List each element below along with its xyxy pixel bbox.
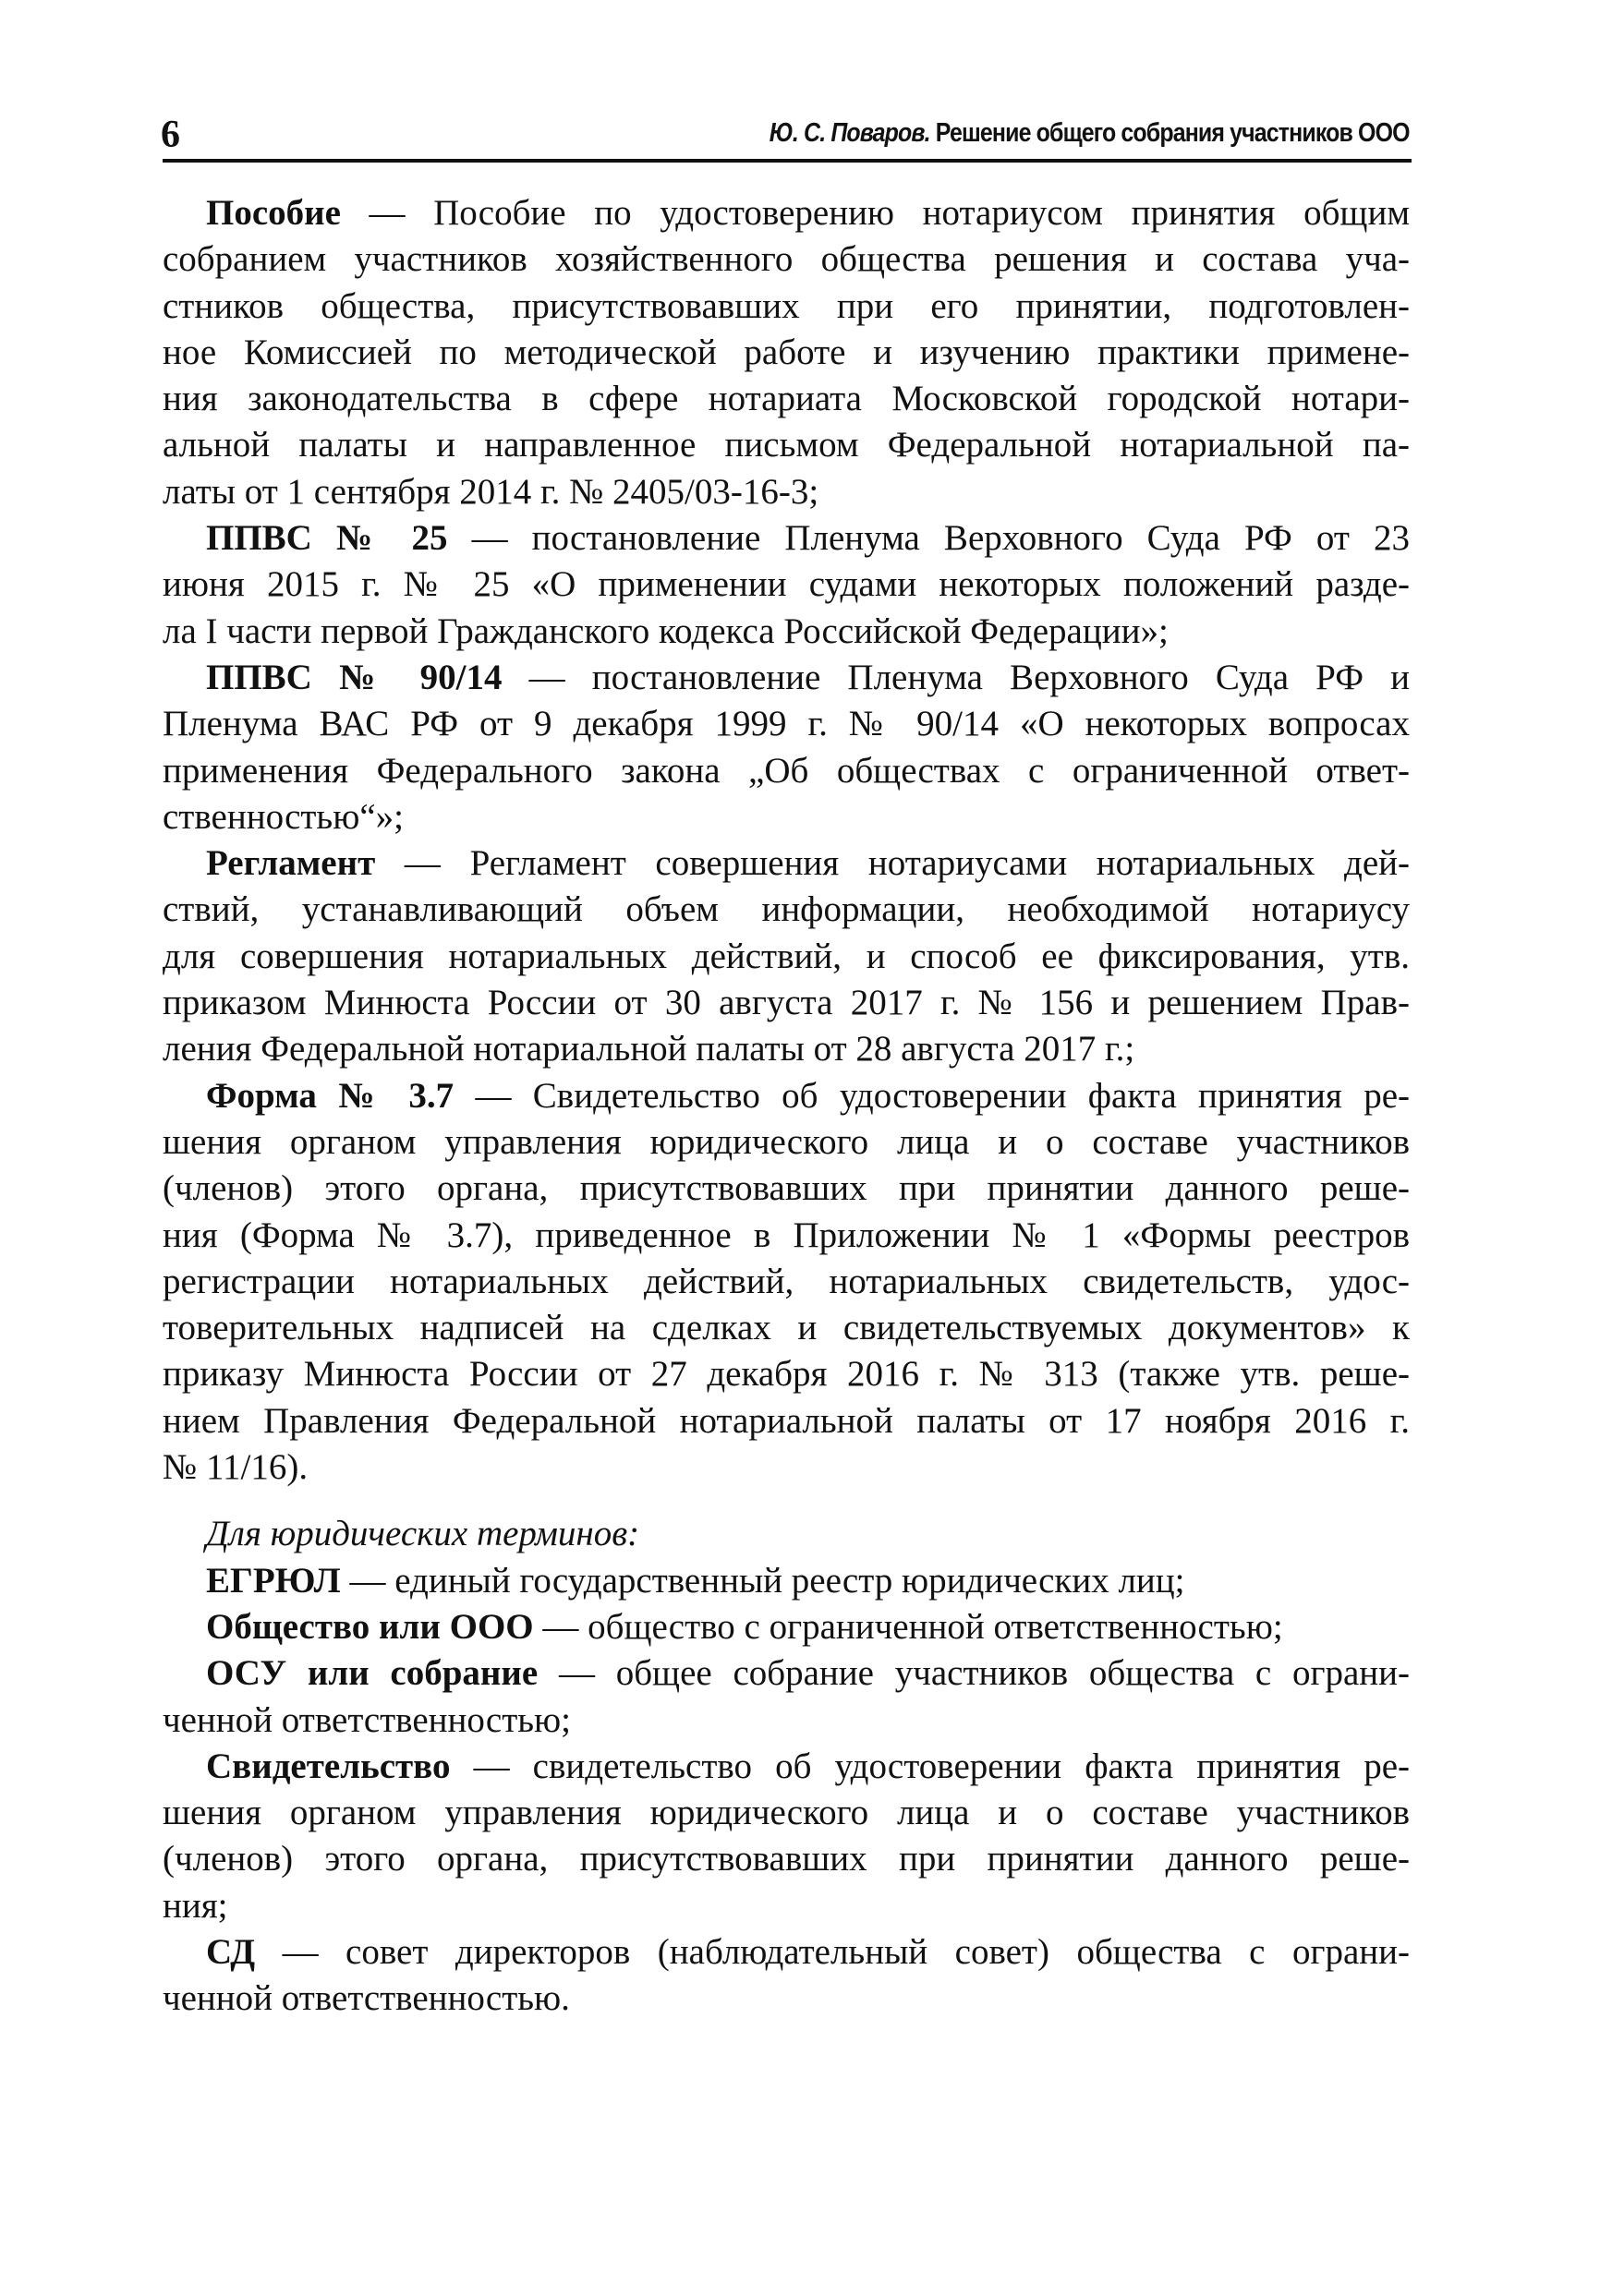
- header-rule: [163, 159, 1412, 163]
- definition-text: ствий, устанавливающий объем информации, необходимой нотариусу: [163, 889, 1410, 930]
- text-line: [163, 190, 1410, 236]
- definition-text: товерительных надписей на сделках и свидетельствуемых документов» к: [163, 1308, 1410, 1348]
- text-line: [163, 422, 1410, 468]
- text-line: [163, 1213, 1410, 1259]
- defined-term: ЕГРЮЛ: [206, 1560, 341, 1601]
- page-body: [163, 190, 1410, 2023]
- definition-text: (членов) этого органа, присутствовавших при принятии данного реше-: [163, 1168, 1410, 1209]
- text-line: [163, 1976, 1410, 2022]
- text-line: [163, 609, 1410, 655]
- text-line: [163, 1650, 1410, 1697]
- abbreviations-list: [163, 190, 1410, 1491]
- text-line: [163, 1929, 1410, 1976]
- definition-text: № 11/16).: [163, 1447, 309, 1488]
- definition-text: (членов) этого органа, присутствовавших при принятии данного реше-: [163, 1839, 1410, 1879]
- definition-text: ления Федеральной нотариальной палаты от 28 августа 2017 г.;: [163, 1029, 1135, 1069]
- defined-term: Форма № 3.7: [206, 1075, 455, 1116]
- text-line: [163, 1305, 1410, 1351]
- text-line: [163, 1604, 1410, 1650]
- definition-text: приказом Минюста России от 30 августа 2017 г. № 156 и решением Прав-: [163, 983, 1410, 1023]
- defined-term: Общество или ООО: [206, 1606, 534, 1647]
- definition-text: ла I части первой Гражданского кодекса Российской Федерации»;: [163, 610, 1169, 651]
- definition-text: ченной ответственностью;: [163, 1699, 572, 1740]
- definition-text: ственностью“»;: [163, 796, 404, 837]
- text-line: [163, 284, 1410, 330]
- text-line: [163, 794, 1410, 840]
- text-line: [163, 934, 1410, 980]
- definition-text: для совершения нотариальных действий, и способ ее фиксирования, утв.: [163, 936, 1410, 976]
- definition-text: шения органом управления юридического лица и о составе участников: [163, 1121, 1410, 1162]
- definition-text: ния;: [163, 1885, 228, 1926]
- definition-text: — Регламент совершения нотариусами нотариальных дей-: [404, 843, 1410, 884]
- definition-text: — Свидетельство об удостоверении факта принятия ре-: [475, 1075, 1411, 1116]
- definition-text: шения органом управления юридического лица и о составе участников: [163, 1793, 1410, 1833]
- definition-text: — постановление Пленума Верховного Суда РФ от 23: [471, 518, 1410, 559]
- running-header-author: Ю. С. Поваров.: [770, 118, 931, 148]
- defined-term: Регламент: [206, 843, 376, 884]
- defined-term: ППВС № 25: [206, 518, 448, 559]
- definition-text: — единый государственный реестр юридических лиц;: [349, 1560, 1185, 1601]
- text-line: [163, 330, 1410, 376]
- definition-text: ченной ответственностью.: [163, 1978, 570, 2019]
- running-header: [770, 118, 1410, 149]
- text-line: [163, 376, 1410, 422]
- text-line: [163, 469, 1410, 515]
- defined-term: ОСУ или собрание: [206, 1653, 539, 1694]
- definition-entry: [163, 1073, 1410, 1492]
- text-line: [163, 1259, 1410, 1305]
- text-line: [163, 655, 1410, 701]
- definition-text: ния законодательства в сфере нотариата Московской городской нотари-: [163, 379, 1410, 419]
- text-line: [163, 1119, 1410, 1166]
- section-heading: Для юридических терминов:: [206, 1514, 640, 1554]
- defined-term: Свидетельство: [206, 1746, 451, 1786]
- definition-text: альной палаты и направленное письмом Федеральной нотариальной па-: [163, 425, 1410, 465]
- definition-text: латы от 1 сентября 2014 г. № 2405/03-16-3;: [163, 471, 819, 512]
- text-line: [163, 1444, 1410, 1491]
- definition-text: ния (Форма № 3.7), приведенное в Приложении № 1 «Формы реестров: [163, 1214, 1410, 1255]
- definition-text: — совет директоров (наблюдательный совет) общества с ограни-: [282, 1931, 1411, 1972]
- text-line: [163, 887, 1410, 933]
- definition-text: — общество с ограниченной ответственностью;: [542, 1606, 1283, 1647]
- text-line: [163, 840, 1410, 887]
- text-line: [163, 1026, 1410, 1072]
- legal-terms-list: [163, 1558, 1410, 2023]
- text-line: [163, 1073, 1410, 1119]
- text-line: [163, 1558, 1410, 1604]
- text-line: [163, 748, 1410, 794]
- definition-text: стников общества, присутствовавших при его принятии, подготовлен-: [163, 285, 1410, 326]
- defined-term: СД: [206, 1931, 256, 1972]
- text-line: [163, 515, 1410, 562]
- definition-text: собранием участников хозяйственного общества решения и состава уча-: [163, 239, 1410, 280]
- text-line: [163, 1883, 1410, 1929]
- defined-term: Пособие: [206, 193, 341, 233]
- page-number: 6: [161, 114, 180, 156]
- text-line: [163, 1744, 1410, 1790]
- definition-text: регистрации нотариальных действий, нотариальных свидетельств, удос-: [163, 1261, 1410, 1301]
- definition-text: приказу Минюста России от 27 декабря 2016 г. № 313 (также утв. реше-: [163, 1354, 1410, 1395]
- definition-text: — Пособие по удостоверению нотариусом принятия общим: [369, 193, 1411, 233]
- definition-entry: [163, 1929, 1410, 2023]
- definition-entry: [163, 1744, 1410, 1929]
- text-line: [163, 1166, 1410, 1212]
- text-line: [163, 562, 1410, 608]
- definition-entry: [163, 655, 1410, 840]
- text-line: [163, 1398, 1410, 1444]
- definition-text: — постановление Пленума Верховного Суда РФ и: [528, 657, 1411, 697]
- definition-text: нием Правления Федеральной нотариальной палаты от 17 ноября 2016 г.: [163, 1400, 1410, 1441]
- definition-entry: [163, 1604, 1410, 1650]
- definition-text: применения Федерального закона „Об обществах с ограниченной ответ-: [163, 750, 1410, 791]
- definition-entry: [163, 1558, 1410, 1604]
- text-line: [163, 1351, 1410, 1397]
- definition-text: — общее собрание участников общества с ограни-: [558, 1653, 1410, 1694]
- definition-entry: [163, 515, 1410, 655]
- definition-entry: [163, 190, 1410, 515]
- definition-entry: [163, 1650, 1410, 1744]
- text-line: [163, 1698, 1410, 1744]
- defined-term: ППВС № 90/14: [206, 657, 503, 697]
- text-line: [163, 236, 1410, 283]
- text-line: [163, 1790, 1410, 1836]
- running-header-title: Решение общего собрания участников ООО: [936, 118, 1410, 148]
- text-line: [163, 701, 1410, 747]
- definition-entry: [163, 840, 1410, 1072]
- definition-text: июня 2015 г. № 25 «О применении судами некоторых положений разде-: [163, 564, 1410, 605]
- definition-text: Пленума ВАС РФ от 9 декабря 1999 г. № 90/14 «О некоторых вопросах: [163, 704, 1410, 744]
- text-line: [163, 980, 1410, 1026]
- text-line: [163, 1836, 1410, 1882]
- definition-text: — свидетельство об удостоверении факта принятия ре-: [473, 1746, 1411, 1786]
- definition-text: ное Комиссией по методической работе и изучению практики примене-: [163, 332, 1410, 372]
